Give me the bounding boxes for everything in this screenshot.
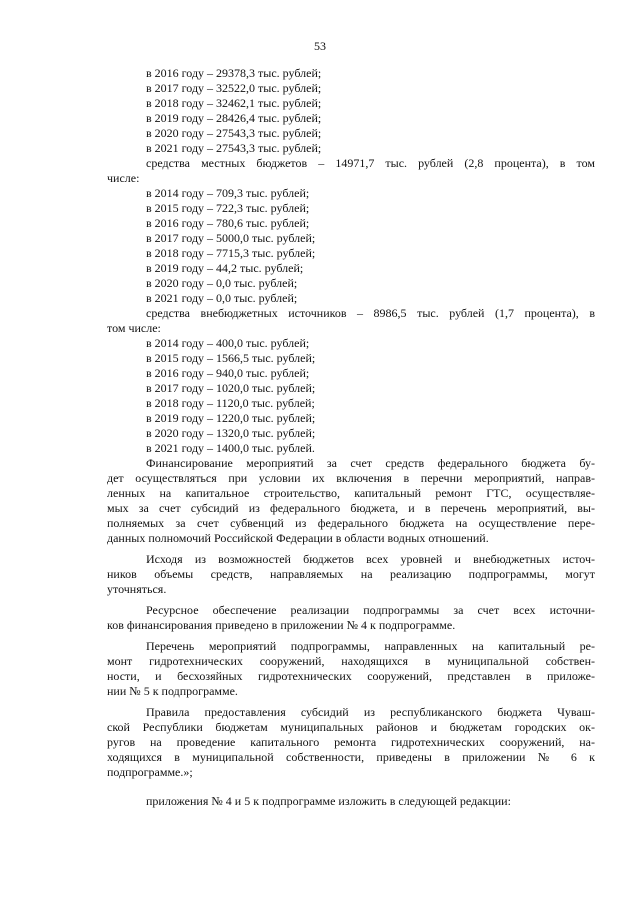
paragraph-line: Ресурсное обеспечение реализации подпрограммы за счет всех источни-: [146, 603, 595, 617]
paragraph-line: данных полномочий Российской Федерации в области водных отношений.: [107, 531, 489, 545]
paragraph-subsidy-rules: [107, 705, 595, 780]
page-number: 53: [314, 39, 326, 53]
paragraph-line: ности, и бесхозяйных гидротехнических сооружений, представлен в приложе-: [107, 669, 595, 683]
paragraph-line: уточняться.: [107, 582, 167, 596]
federal-years-list: [107, 66, 595, 156]
paragraph-line: ков финансирования приведено в приложении № 4 к подпрограмме.: [107, 618, 456, 632]
list-item: в 2017 году – 5000,0 тыс. рублей;: [146, 231, 316, 245]
document-body: [107, 66, 595, 809]
paragraph-line: Перечень мероприятий подпрограммы, направленных на капитальный ре-: [146, 639, 595, 653]
paragraph-line: мых за счет субсидий из федерального бюджета, и в перечень мероприятий, вы-: [107, 501, 595, 515]
paragraph-measures-list: [107, 639, 595, 699]
list-item: в 2014 году – 709,3 тыс. рублей;: [146, 186, 310, 200]
paragraph-line: монт гидротехнических сооружений, находящихся в муниципальной собствен-: [107, 654, 595, 668]
list-item: в 2021 году – 0,0 тыс. рублей;: [146, 291, 298, 305]
paragraph-line: ленных на капитальное строительство, капитальный ремонт ГТС, осуществляе-: [107, 486, 595, 500]
paragraph-line: ругов на проведение капитального ремонта гидротехнических сооружений, на-: [107, 735, 595, 749]
list-item: в 2014 году – 400,0 тыс. рублей;: [146, 336, 310, 350]
list-item: в 2021 году – 27543,3 тыс. рублей;: [146, 141, 322, 155]
paragraph-line: том числе:: [107, 321, 161, 335]
list-item: в 2016 году – 29378,3 тыс. рублей;: [146, 66, 322, 80]
list-item: в 2020 году – 0,0 тыс. рублей;: [146, 276, 298, 290]
local-budget-intro: [107, 156, 595, 186]
list-item: в 2015 году – 722,3 тыс. рублей;: [146, 201, 310, 215]
list-item: в 2018 году – 7715,3 тыс. рублей;: [146, 246, 316, 260]
extra-budget-intro: [107, 306, 595, 336]
paragraph-line: полняемых за счет субвенций из федерального бюджета на осуществление пере-: [107, 516, 595, 530]
paragraph-line: Финансирование мероприятий за счет средств федерального бюджета бу-: [146, 456, 595, 470]
paragraph-line: ников объемы средств, направляемых на реализацию подпрограммы, могут: [107, 567, 595, 581]
paragraph-resource-support: [107, 603, 595, 633]
paragraph-line: ходящихся в муниципальной собственности, приведены в приложении № 6 к: [107, 750, 595, 764]
list-item: в 2020 году – 1320,0 тыс. рублей;: [146, 426, 316, 440]
list-item: в 2018 году – 32462,1 тыс. рублей;: [146, 96, 322, 110]
list-item: в 2017 году – 32522,0 тыс. рублей;: [146, 81, 322, 95]
paragraph-line: ской Республики бюджетам муниципальных районов и бюджетам городских ок-: [107, 720, 595, 734]
paragraph-line: нии № 5 к подпрограмме.: [107, 684, 238, 698]
list-item: в 2017 году – 1020,0 тыс. рублей;: [146, 381, 316, 395]
paragraph-line: Правила предоставления субсидий из республиканского бюджета Чуваш-: [146, 705, 595, 719]
list-item: в 2015 году – 1566,5 тыс. рублей;: [146, 351, 316, 365]
paragraph-line: дет осуществляться при условии их включения в перечни мероприятий, направ-: [107, 471, 595, 485]
paragraph-budget-possibilities: [107, 552, 595, 597]
list-item: в 2019 году – 1220,0 тыс. рублей;: [146, 411, 316, 425]
list-item: в 2016 году – 940,0 тыс. рублей;: [146, 366, 310, 380]
paragraph-line: средства местных бюджетов – 14971,7 тыс. рублей (2,8 процента), в том: [146, 156, 595, 170]
list-item: в 2020 году – 27543,3 тыс. рублей;: [146, 126, 322, 140]
list-item: в 2016 году – 780,6 тыс. рублей;: [146, 216, 310, 230]
paragraph-line: числе:: [107, 171, 140, 185]
final-instruction: приложения № 4 и 5 к подпрограмме изложить в следующей редакции:: [146, 794, 511, 808]
paragraph-line: подпрограмме.»;: [107, 765, 193, 779]
list-item: в 2018 году – 1120,0 тыс. рублей;: [146, 396, 315, 410]
list-item: в 2019 году – 28426,4 тыс. рублей;: [146, 111, 322, 125]
list-item: в 2021 году – 1400,0 тыс. рублей.: [146, 441, 315, 455]
paragraph-line: Исходя из возможностей бюджетов всех уровней и внебюджетных источ-: [146, 552, 595, 566]
paragraph-federal-financing: [107, 456, 595, 546]
local-years-list: [107, 186, 595, 306]
list-item: в 2019 году – 44,2 тыс. рублей;: [146, 261, 304, 275]
paragraph-line: средства внебюджетных источников – 8986,5 тыс. рублей (1,7 процента), в: [146, 306, 595, 320]
extra-years-list: [107, 336, 595, 456]
